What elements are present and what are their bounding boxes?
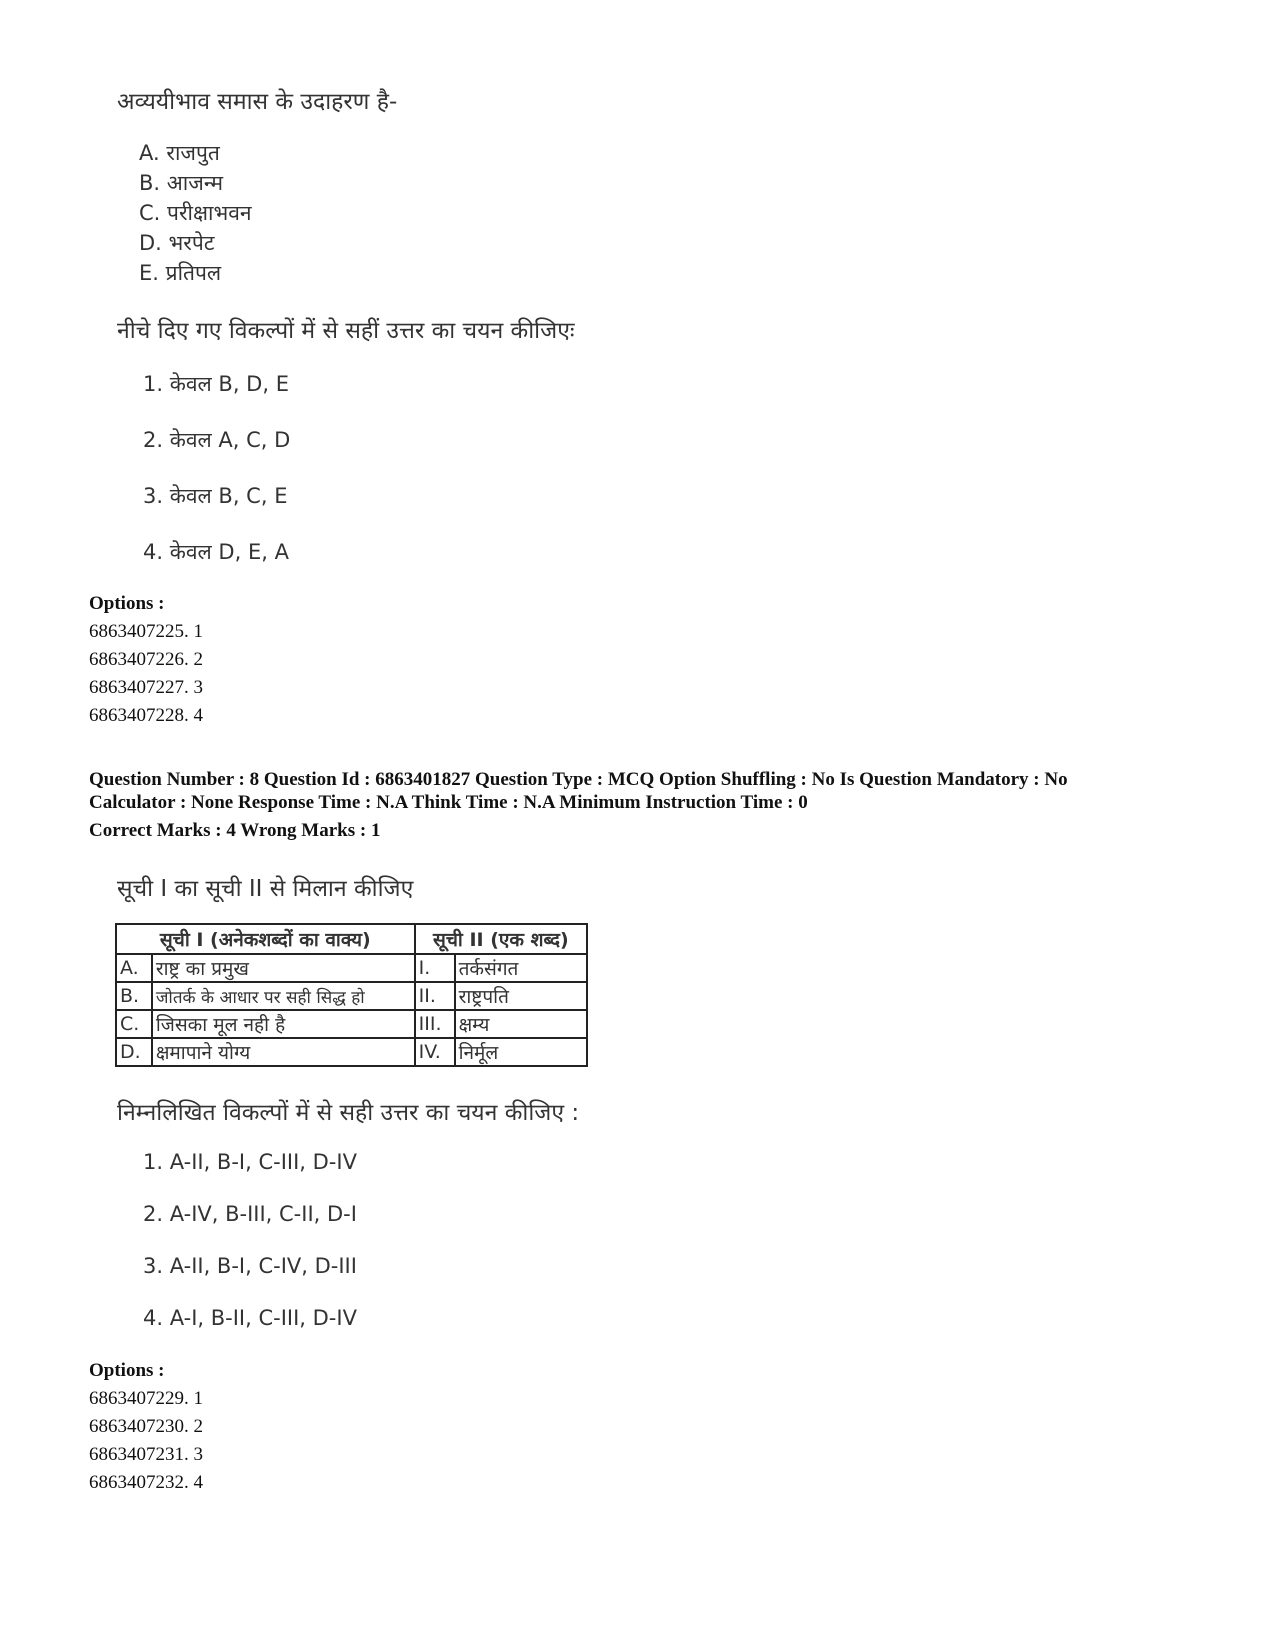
q7-option-1: 6863407225. 1 <box>89 621 203 642</box>
q7-choice-4: 4. केवल D, E, A <box>143 540 289 564</box>
list-2-header: सूची II (एक शब्द) <box>415 924 587 954</box>
q7-choice-2: 2. केवल A, C, D <box>143 428 291 452</box>
row-label-left: A. <box>116 954 152 982</box>
row-text-right: राष्ट्रपति <box>455 982 587 1010</box>
q8-options-label: Options : <box>89 1360 165 1381</box>
q8-meta-line-1: Question Number : 8 Question Id : 6863401827 Question Type : MCQ Option Shuffling : No Is Question Mandatory : No <box>89 769 1068 790</box>
row-label-right: III. <box>415 1010 455 1038</box>
item-label: D. <box>139 231 162 255</box>
row-label-left: D. <box>116 1038 152 1066</box>
q7-item-b <box>139 169 223 197</box>
table-row <box>116 1010 587 1038</box>
q8-choice-4: 4. A-I, B-II, C-III, D-IV <box>143 1306 357 1330</box>
q7-item-d <box>139 229 214 257</box>
item-text: प्रतिपल <box>165 261 222 285</box>
row-text-left: क्षमापाने योग्य <box>152 1038 415 1066</box>
q8-stem: सूची I का सूची II से मिलान कीजिए <box>117 876 414 902</box>
row-text-right: निर्मूल <box>455 1038 587 1066</box>
q7-item-a <box>139 139 220 167</box>
q8-option-2: 6863407230. 2 <box>89 1416 203 1437</box>
q8-choice-1: 1. A-II, B-I, C-III, D-IV <box>143 1150 357 1174</box>
row-text-right: तर्कसंगत <box>455 954 587 982</box>
row-label-right: I. <box>415 954 455 982</box>
row-label-right: IV. <box>415 1038 455 1066</box>
item-text: राजपुत <box>166 141 220 165</box>
row-text-left: राष्ट्र का प्रमुख <box>152 954 415 982</box>
q8-instruction: निम्नलिखित विकल्पों में से सही उत्तर का चयन कीजिए : <box>117 1100 580 1126</box>
item-label: C. <box>139 201 161 225</box>
item-text: परीक्षाभवन <box>167 201 252 225</box>
q8-option-1: 6863407229. 1 <box>89 1388 203 1409</box>
item-text: भरपेट <box>168 231 215 255</box>
q7-choice-3: 3. केवल B, C, E <box>143 484 288 508</box>
item-label: E. <box>139 261 159 285</box>
q8-choice-2: 2. A-IV, B-III, C-II, D-I <box>143 1202 357 1226</box>
item-text: आजन्म <box>166 171 224 195</box>
match-table-header <box>116 924 587 954</box>
row-text-left: जिसका मूल नही है <box>152 1010 415 1038</box>
row-label-left: C. <box>116 1010 152 1038</box>
q7-choice-1: 1. केवल B, D, E <box>143 372 289 396</box>
row-label-right: II. <box>415 982 455 1010</box>
q7-stem: अव्ययीभाव समास के उदाहरण है- <box>117 89 398 115</box>
q8-option-4: 6863407232. 4 <box>89 1472 203 1493</box>
q7-option-2: 6863407226. 2 <box>89 649 203 670</box>
table-row <box>116 954 587 982</box>
row-text-right: क्षम्य <box>455 1010 587 1038</box>
q7-item-c <box>139 199 252 227</box>
q7-instruction: नीचे दिए गए विकल्पों में से सहीं उत्तर का चयन कीजिएः <box>117 318 575 344</box>
table-row <box>116 982 587 1010</box>
list-1-header: सूची I (अनेकशब्दों का वाक्य) <box>116 924 415 954</box>
item-label: A. <box>139 141 160 165</box>
q7-options-label: Options : <box>89 593 165 614</box>
q8-meta-line-2: Calculator : None Response Time : N.A Think Time : N.A Minimum Instruction Time : 0 <box>89 792 808 813</box>
row-label-left: B. <box>116 982 152 1010</box>
q8-meta-line-3: Correct Marks : 4 Wrong Marks : 1 <box>89 820 381 841</box>
match-table <box>115 923 588 1067</box>
q7-item-e <box>139 259 221 287</box>
row-text-left: जोतर्क के आधार पर सही सिद्ध हो <box>152 982 415 1010</box>
q7-option-3: 6863407227. 3 <box>89 677 203 698</box>
q7-option-4: 6863407228. 4 <box>89 705 203 726</box>
q8-option-3: 6863407231. 3 <box>89 1444 203 1465</box>
q8-choice-3: 3. A-II, B-I, C-IV, D-III <box>143 1254 357 1278</box>
table-row <box>116 1038 587 1066</box>
item-label: B. <box>139 171 161 195</box>
